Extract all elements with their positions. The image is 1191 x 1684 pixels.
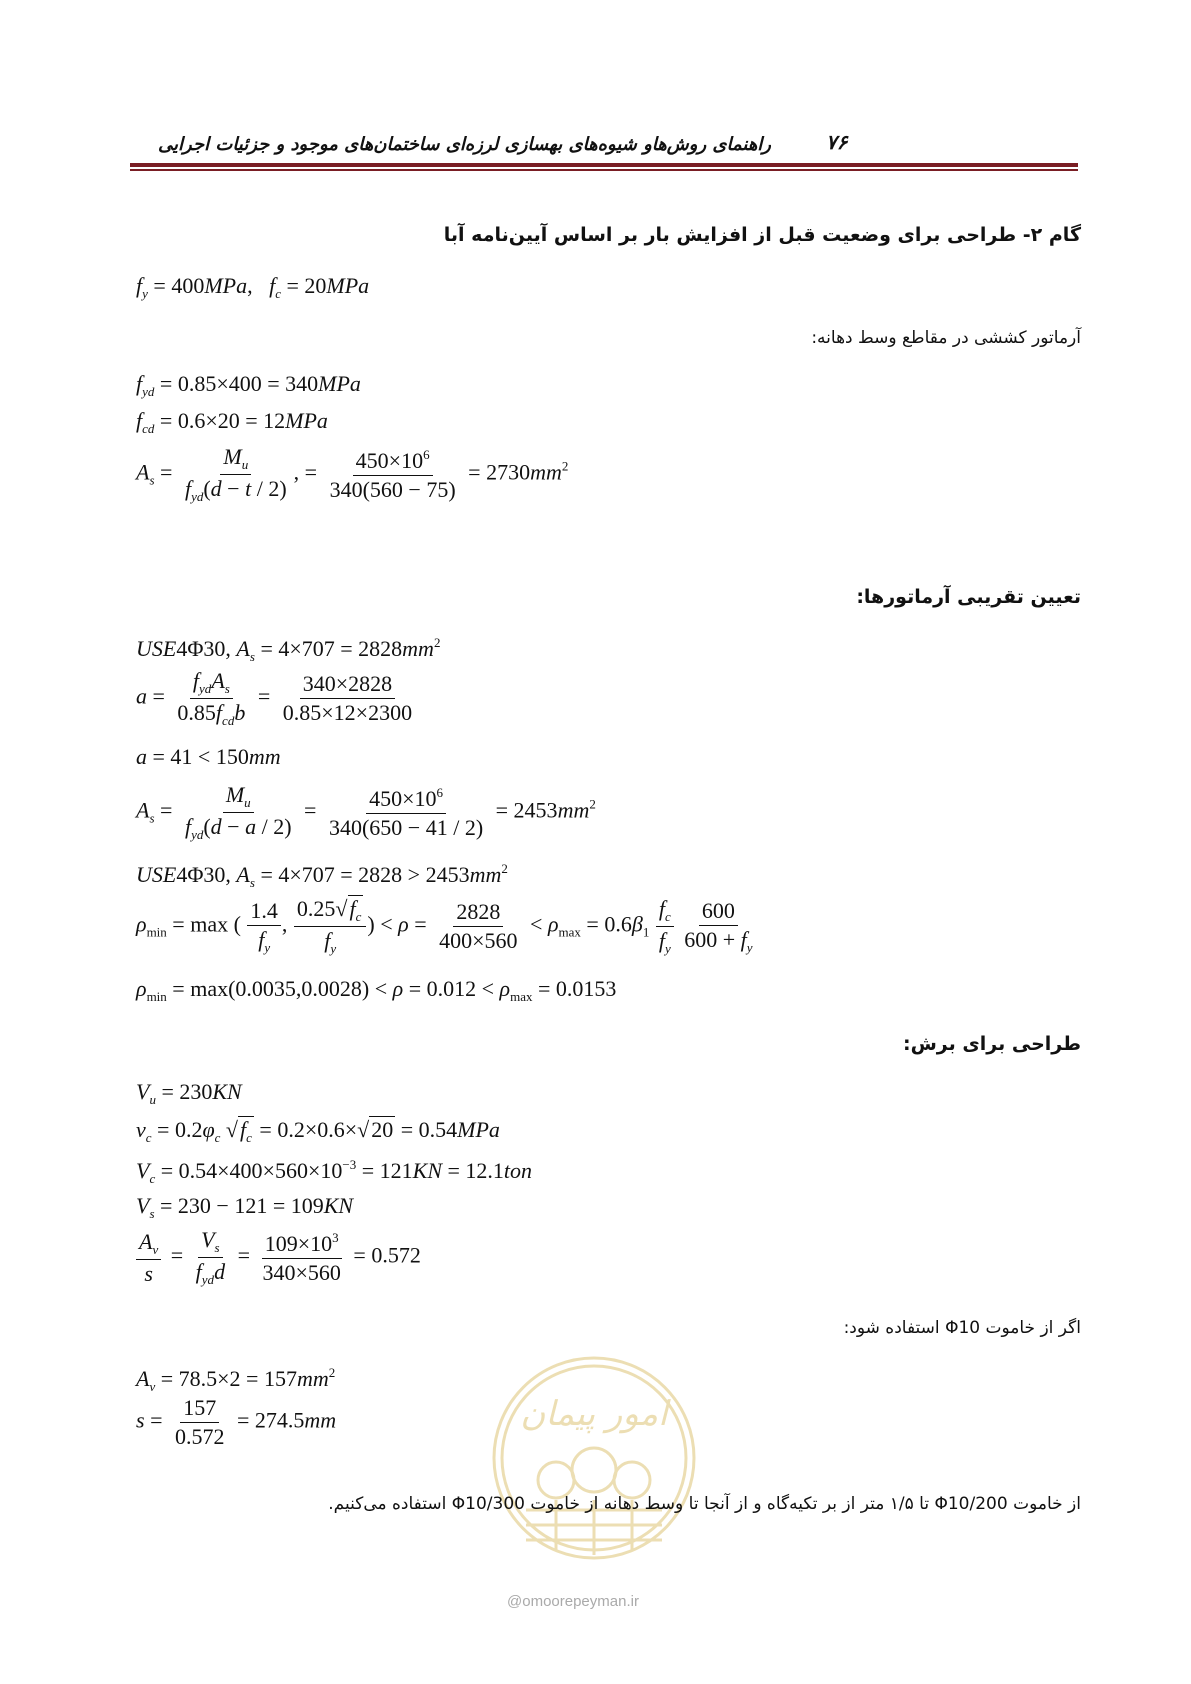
page-number: ۷۶ [826, 130, 848, 154]
eq-material: $f_y = 400MPa$, $f_c = 20MPa$ [136, 273, 370, 301]
eq-a: a = $f_{yd}A_s$ $0.85f_{cd}b$ = $\frac{340\times 2828}{0.85\times 12\times 2300}$ [136, 668, 413, 728]
text-final: از خاموت Φ10/200 تا ۱/۵ متر از بر تکیه‌گاه و از آنجا تا وسط دهانه از خاموت Φ10/300 استفاده می‌کنیم. [328, 1494, 1081, 1514]
eq-rho-formula: $\rho_{min} = \max$ ( $\frac{1.4}{f_y}$ , $\frac{0.25√f_c}{f_y}$ ) < ρ = $\frac{2828}{400\times 560}$ < $\rho_{max} = 0.6\beta_1$ $\frac{f_c}{f_y}$ $\frac{600}{600 + f_y}$ [136, 896, 753, 956]
eq-use-rebar-1: USE4Φ30, $A_s = 4\times 707 = 2828mm^2$ [136, 635, 441, 664]
eq-use-rebar-2: USE4Φ30, $A_s = 4\times 707 = 2828 > 2453mm^2$ [136, 861, 508, 890]
eq-Av: $A_v = 78.5\times 2 = 157mm^2$ [136, 1365, 336, 1394]
gear-logo-icon [486, 1350, 702, 1566]
heading-rebar: تعیین تقریبی آرماتورها: [856, 586, 1081, 608]
eq-As1: $A_s$ = $M_u$ $f_{yd}(d - t / 2)$ , = $\frac{450\times 10^6}{340(560 - 75)}$ = $2730mm^2$ [136, 444, 569, 504]
heading-shear: طراحی برای برش: [902, 1033, 1081, 1055]
eq-a-value: a = 41 < 150mm [136, 744, 281, 769]
eq-fyd: $f_{yd} = 0.85\times 400 = 340MPa$ [136, 371, 361, 399]
text-tension-rebar: آرماتور کششی در مقاطع وسط دهانه: [811, 328, 1081, 348]
text-stirrup-if: اگر از خاموت Φ10 استفاده شود: [843, 1318, 1081, 1338]
eq-rho-values: $\rho_{min} = \max(0.0035,0.0028) < \rho = 0.012 < \rho_{max} = 0.0153$ [136, 976, 617, 1004]
eq-s: s = $\frac{157}{0.572}$ = 274.5mm [136, 1395, 337, 1449]
eq-Av-s: $\frac{A_v}{s}$ = $V_s$ $f_{yd}d$ = $\frac{109\times 10^3}{340\times 560}$ = 0.572 [136, 1229, 421, 1286]
watermark-url: @omoorepeyman.ir [507, 1593, 639, 1610]
eq-Vc: $V_c = 0.54\times 400\times 560\times 10^{-3} = 121KN = 12.1ton$ [136, 1157, 533, 1186]
eq-Vu: $V_u = 230KN$ [136, 1079, 242, 1107]
at-icon: @ [507, 1593, 523, 1610]
watermark-logo [486, 1350, 702, 1566]
eq-vc: $v_c = 0.2\varphi_c$ $√f_c = 0.2\times 0.6\times√20 = 0.54MPa$ [136, 1117, 500, 1145]
eq-Vs: $V_s = 230 - 121 = 109KN$ [136, 1193, 354, 1221]
header-rule-thin [130, 169, 1078, 171]
watermark-script: امور پیمان [520, 1394, 668, 1434]
eq-fcd: $f_{cd} = 0.6\times 20 = 12MPa$ [136, 408, 328, 436]
heading-step2: گام ۲- طراحی برای وضعیت قبل از افزایش بار بر اساس آیین‌نامه آبا [443, 224, 1081, 246]
eq-As2: $A_s$ = $M_u$ $f_{yd}(d - a / 2)$ = $\frac{450\times 10^6}{340(650 - 41 / 2)}$ = $2453mm^2$ [136, 782, 596, 842]
header-rule [130, 163, 1078, 167]
running-header-title: راهنمای روش‌هاو شیوه‌های بهسازی لرزه‌ای ساختمان‌های موجود و جزئیات اجرایی [158, 134, 771, 155]
